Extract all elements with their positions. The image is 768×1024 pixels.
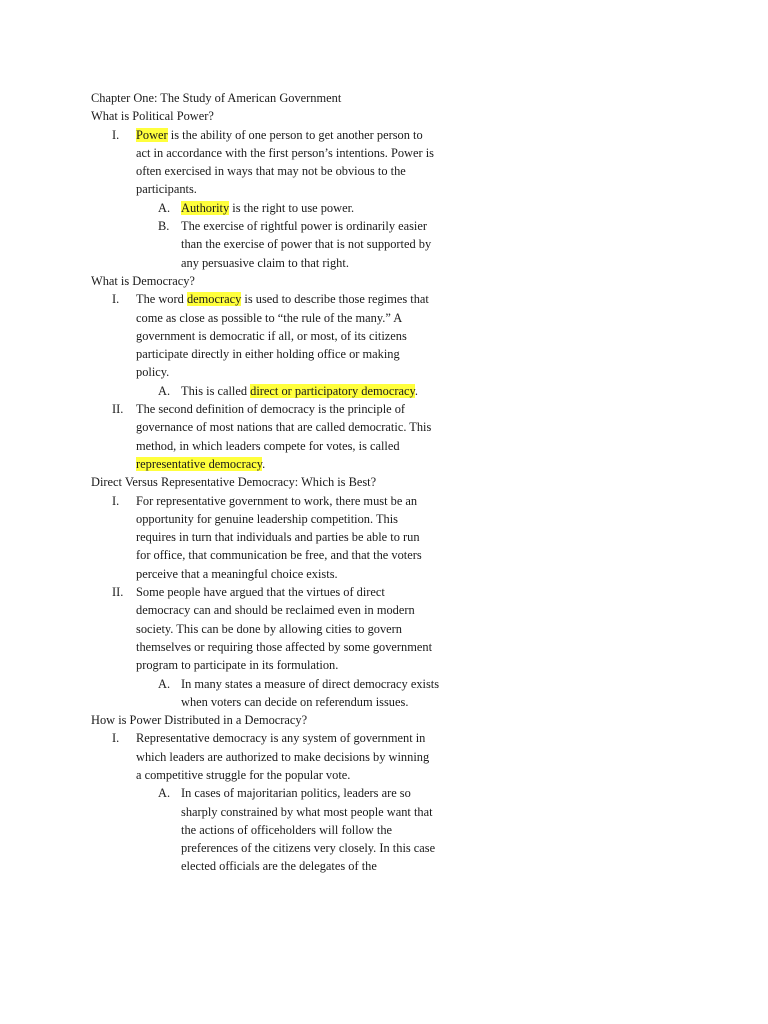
item-text: . xyxy=(262,456,266,471)
section-heading: How is Power Distributed in a Democracy? xyxy=(91,713,308,728)
list-marker: I. xyxy=(112,493,120,508)
chapter-title: Chapter One: The Study of American Government xyxy=(91,91,342,105)
item-text: In cases of majoritarian politics, leaders are so sharply constrained by what most people want that the actions of officeholders will follow the preferences of the citizens very closely. In this case elected officials are the delegates of the xyxy=(181,786,436,874)
list-marker: A. xyxy=(158,383,171,398)
sub-list-item xyxy=(91,784,444,875)
list-marker: A. xyxy=(158,676,171,691)
list-marker: A. xyxy=(158,786,171,801)
list-marker: I. xyxy=(112,731,120,746)
highlighted-term: democracy xyxy=(186,292,242,307)
list-item xyxy=(91,126,436,199)
item-text: The word xyxy=(136,292,187,307)
section-heading: What is Democracy? xyxy=(91,273,195,288)
sub-list-item xyxy=(91,382,444,400)
sub-list-item xyxy=(91,199,444,217)
list-marker: II. xyxy=(112,402,124,417)
item-text: Representative democracy is any system of government in which leaders are authorized to make decisions by winning a competitive struggle for the popular vote. xyxy=(136,731,430,782)
highlighted-term: direct or participatory democracy xyxy=(250,383,415,398)
highlighted-term: Power xyxy=(136,127,168,142)
item-text: The second definition of democracy is the principle of governance of most nations that are called democratic. This method, in which leaders compete for votes, is called xyxy=(136,402,432,453)
section-heading: Direct Versus Representative Democracy: Which is Best? xyxy=(91,475,377,490)
item-text: For representative government to work, there must be an opportunity for genuine leadership competition. This requires in turn that individuals and parties be able to run for office, that communication be free, and that the voters perceive that a meaningful choice exists. xyxy=(136,493,422,581)
document-body xyxy=(91,89,691,876)
list-marker: II. xyxy=(112,585,124,600)
list-marker: B. xyxy=(158,219,170,234)
list-marker: I. xyxy=(112,127,120,142)
list-item xyxy=(91,400,436,473)
item-text: This is called xyxy=(181,383,251,398)
list-item xyxy=(91,290,436,381)
item-text: is used to describe those regimes that come as close as possible to “the rule of the many.” A government is democratic if all, or most, of its citizens participate directly in either holding office or making policy. xyxy=(136,292,429,380)
item-text: is the right to use power. xyxy=(229,200,355,215)
list-item xyxy=(91,729,436,784)
list-item xyxy=(91,492,436,583)
item-text: The exercise of rightful power is ordinarily easier than the exercise of power that is not supported by any persuasive claim to that right. xyxy=(181,219,432,270)
item-text: . xyxy=(414,383,418,398)
highlighted-term: Authority xyxy=(181,200,230,215)
list-item xyxy=(91,583,436,674)
highlighted-term: representative democracy xyxy=(136,456,263,471)
sub-list-item xyxy=(91,217,444,272)
item-text: is the ability of one person to get another person to act in accordance with the first person’s intentions. Power is often exercised in ways that may not be obvious to the participants. xyxy=(136,127,434,197)
section-heading: What is Political Power? xyxy=(91,109,214,124)
sub-list-item xyxy=(91,675,444,712)
item-text: In many states a measure of direct democracy exists when voters can decide on referendum issues. xyxy=(181,676,440,709)
list-marker: A. xyxy=(158,200,171,215)
item-text: Some people have argued that the virtues of direct democracy can and should be reclaimed even in modern society. This can be done by allowing cities to govern themselves or requiring those affected by some government program to participate in its formulation. xyxy=(136,585,433,673)
list-marker: I. xyxy=(112,292,120,307)
